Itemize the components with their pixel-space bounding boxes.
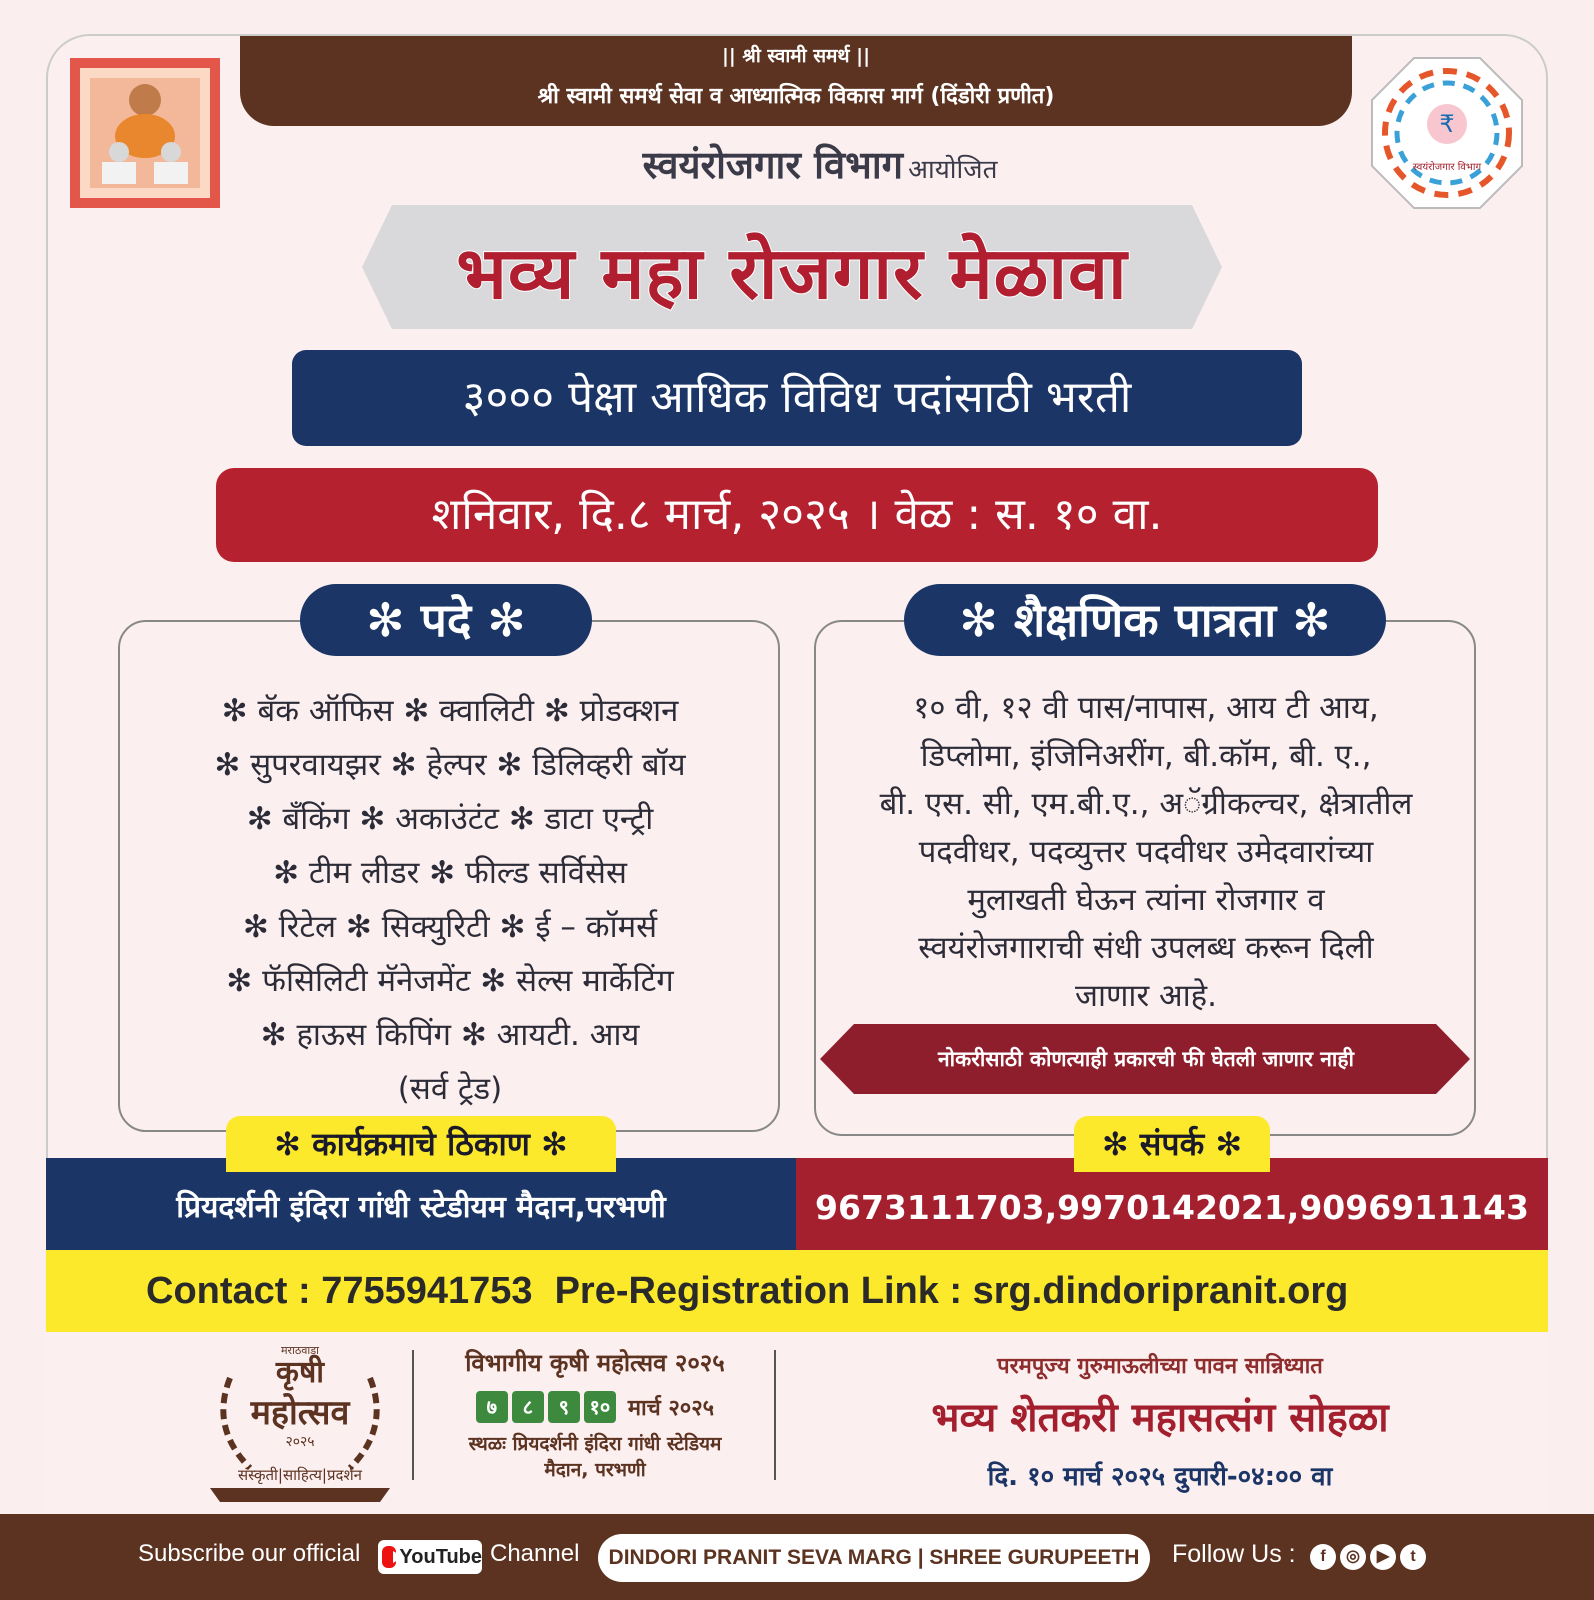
- organization-name: श्री स्वामी समर्थ सेवा व आध्यात्मिक विकास मार्ग (दिंडोरी प्रणीत): [537, 84, 1055, 109]
- satsang-title: भव्य शेतकरी महासत्संग सोहळा: [931, 1395, 1389, 1441]
- satsang-date: दि. १० मार्च २०२५ दुपारी-०४:०० वा: [987, 1462, 1333, 1492]
- posts-line: ✻ बॅक ऑफिस ✻ क्वालिटी ✻ प्रोडक्शन: [221, 693, 679, 729]
- festival-date-box: ८: [512, 1391, 544, 1423]
- swayamrojgar-logo: [1366, 52, 1528, 214]
- main-title: भव्य महा रोजगार मेळावा: [456, 231, 1128, 315]
- youtube-play-icon: [382, 1546, 396, 1568]
- right-logo-caption: स्वयंरोजगार विभाग: [1412, 162, 1482, 173]
- invocation-text: || श्री स्वामी समर्थ ||: [721, 45, 871, 67]
- section-divider: [412, 1350, 414, 1480]
- contact-label: ✻ संपर्क ✻: [1074, 1116, 1270, 1172]
- posts-line: ✻ सुपरवायझर ✻ हेल्पर ✻ डिलिव्हरी बॉय: [214, 747, 686, 783]
- svg-text:₹: ₹: [1439, 110, 1455, 138]
- posts-line: ✻ हाऊस किपिंग ✻ आयटी. आय: [260, 1017, 640, 1053]
- follow-us-label: Follow Us :: [1172, 1540, 1296, 1568]
- krushi-logo-year: २०२५: [285, 1434, 315, 1450]
- krushi-logo-tagline: संस्कृती|साहित्य|प्रदर्शन: [238, 1466, 362, 1484]
- posts-line: ✻ रिटेल ✻ सिक्युरिटी ✻ ई – कॉमर्स: [242, 909, 658, 945]
- jobs-banner: ३००० पेक्षा आधिक विविध पदांसाठी भरती: [292, 350, 1302, 446]
- registration-link[interactable]: Pre-Registration Link : srg.dindoripranit.org: [554, 1270, 1349, 1312]
- youtube-icon[interactable]: ▶: [1370, 1544, 1396, 1570]
- seva-marg-pill: DINDORI PRANIT SEVA MARG | SHREE GURUPEETH: [598, 1534, 1150, 1582]
- satsang-presence: परमपूज्य गुरुमाऊलीच्या पावन सान्निध्यात: [997, 1354, 1323, 1379]
- section-divider: [774, 1350, 776, 1480]
- festival-title: विभागीय कृषी महोत्सव २०२५: [465, 1349, 725, 1377]
- festival-venue-line: मैदान, परभणी: [544, 1459, 646, 1481]
- festival-date-box: १०: [584, 1391, 616, 1423]
- festival-venue-line: स्थळः प्रियदर्शनी इंदिरा गांधी स्टेडियम: [468, 1433, 722, 1455]
- krushi-logo-word1: कृषी: [275, 1355, 325, 1390]
- posts-line: ✻ बँकिंग ✻ अकाउंटंट ✻ डाटा एन्ट्री: [246, 801, 654, 837]
- organized-label: आयोजित: [908, 155, 998, 185]
- fee-note: नोकरीसाठी कोणत्याही प्रकारची फी घेतली जाणार नाही: [938, 1047, 1354, 1071]
- festival-date-box: ७: [476, 1391, 508, 1423]
- education-line: बी. एस. सी, एम.बी.ए., अॅग्रीकल्चर, क्षेत्रातील: [879, 786, 1413, 822]
- posts-list: [140, 684, 760, 1116]
- festival-block: [420, 1346, 770, 1483]
- satsang-block: [790, 1350, 1530, 1493]
- twitter-icon[interactable]: t: [1400, 1544, 1426, 1570]
- education-heading: ✻ शैक्षणिक पात्रता ✻: [904, 584, 1386, 656]
- posts-line: ✻ टीम लीडर ✻ फील्ड सर्विसेस: [273, 855, 627, 891]
- krushi-logo-top: मराठवाडा: [280, 1344, 320, 1357]
- krushi-mahotsav-logo: [200, 1338, 400, 1504]
- yantra-logo: [64, 52, 226, 214]
- education-text: [828, 684, 1464, 1020]
- education-line: पदवीधर, पदव्युत्तर पदवीधर उमेदवारांच्या: [918, 834, 1374, 870]
- posts-heading: ✻ पदे ✻: [300, 584, 592, 656]
- education-line: मुलाखती घेऊन त्यांना रोजगार व: [967, 882, 1325, 918]
- posts-line: ✻ फॅसिलिटी मॅनेजमेंट ✻ सेल्स मार्केटिंग: [226, 963, 674, 999]
- date-banner: शनिवार, दि.८ मार्च, २०२५ । वेळ : स. १० वा.: [216, 468, 1378, 562]
- contact-number: Contact : 7755941753: [146, 1270, 533, 1312]
- festival-month: मार्च २०२५: [627, 1396, 715, 1421]
- education-line: स्वयंरोजगाराची संधी उपलब्ध करून दिली: [918, 930, 1374, 966]
- subscribe-text: Subscribe our official: [138, 1540, 361, 1567]
- facebook-icon[interactable]: f: [1310, 1544, 1336, 1570]
- festival-venue: [420, 1431, 770, 1483]
- venue-bar: प्रियदर्शनी इंदिरा गांधी स्टेडीयम मैदान,परभणी: [46, 1158, 796, 1250]
- youtube-label: YouTube: [399, 1545, 482, 1568]
- instagram-icon[interactable]: ◎: [1340, 1544, 1366, 1570]
- channel-text: Channel: [490, 1540, 580, 1567]
- education-line: जाणार आहे.: [1074, 978, 1217, 1014]
- education-line: डिप्लोमा, इंजिनिअरींग, बी.कॉम, बी. ए.,: [920, 738, 1372, 774]
- registration-strip: [46, 1250, 1548, 1332]
- education-line: १० वी, १२ वी पास/नापास, आय टी आय,: [913, 690, 1379, 726]
- krushi-logo-word2: महोत्सव: [250, 1393, 350, 1433]
- posts-line: (सर्व ट्रेड): [397, 1071, 503, 1107]
- department-name: स्वयंरोजगार विभाग: [642, 143, 904, 187]
- venue-label: ✻ कार्यक्रमाचे ठिकाण ✻: [226, 1116, 616, 1172]
- festival-dates: [420, 1391, 770, 1423]
- contact-numbers: 9673111703,9970142021,9096911143: [796, 1158, 1548, 1250]
- top-banner: [240, 36, 1352, 126]
- organizer-line: [520, 138, 1120, 190]
- festival-date-box: ९: [548, 1391, 580, 1423]
- youtube-logo[interactable]: [378, 1540, 482, 1574]
